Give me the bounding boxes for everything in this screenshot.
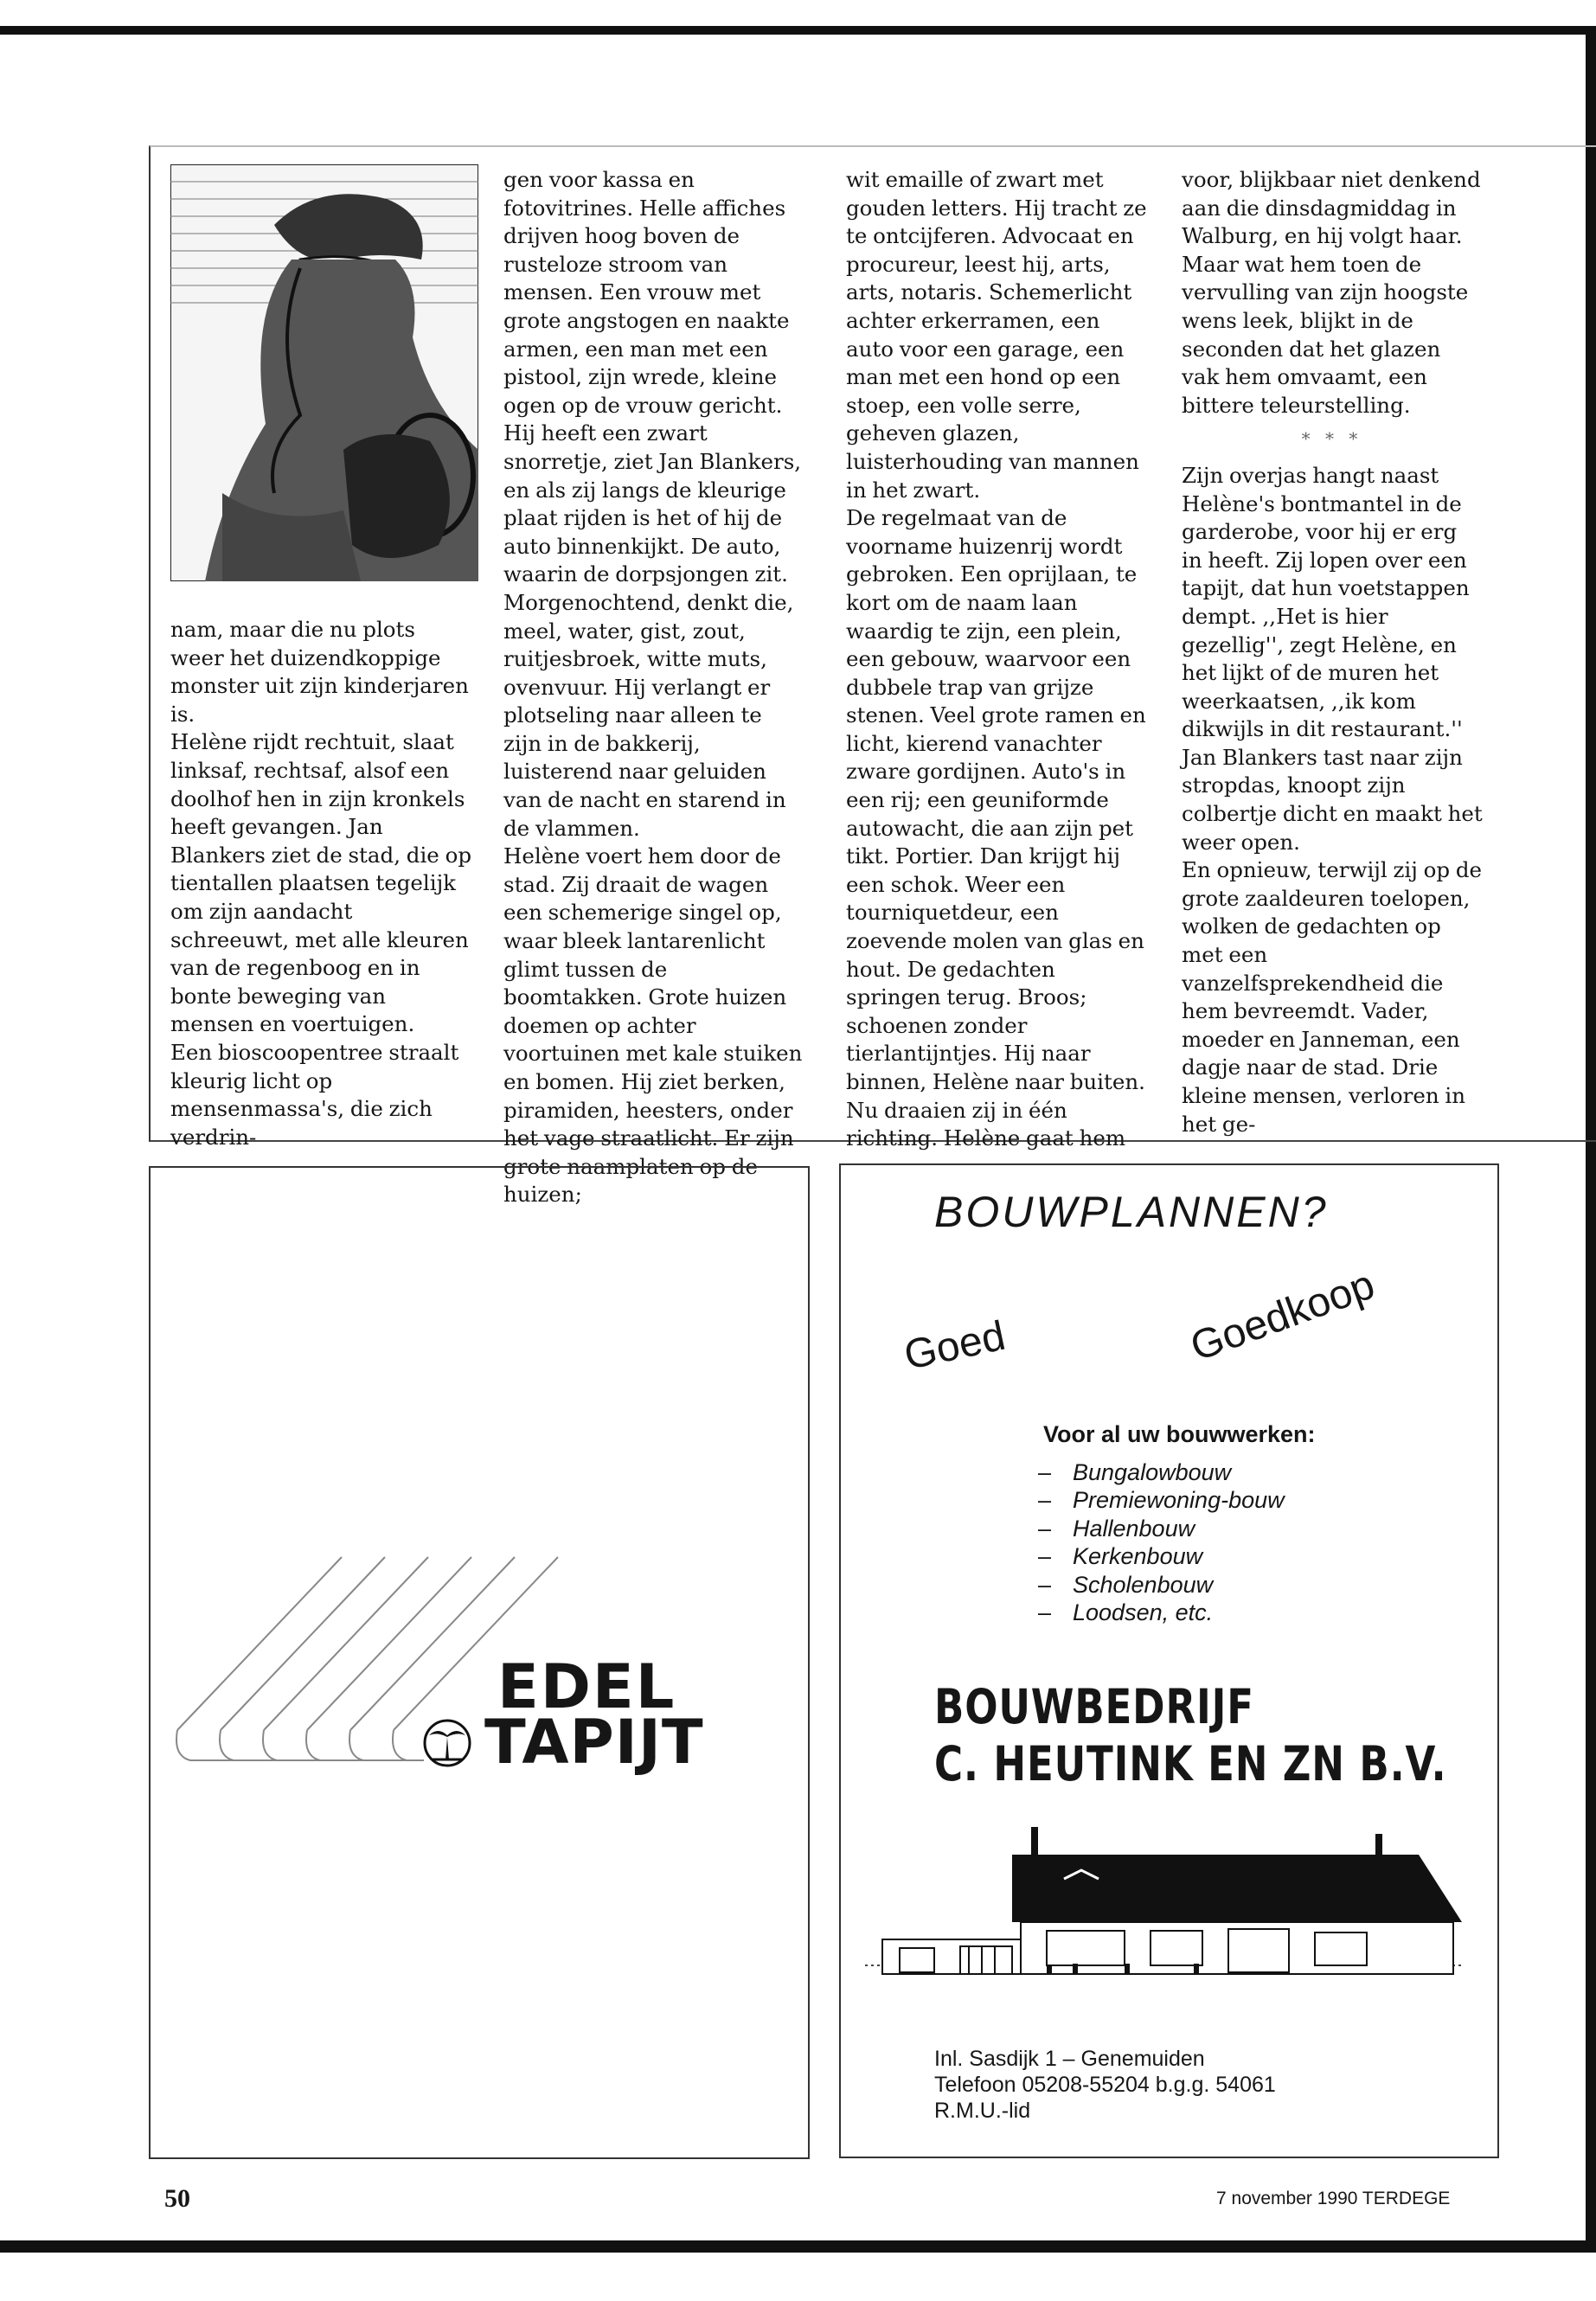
issue-date: 7 november 1990 TERDEGE xyxy=(1216,2189,1451,2208)
article-column-1 xyxy=(170,616,471,1151)
palm-tree-icon xyxy=(422,1718,472,1768)
paragraph: Zijn overjas hangt naast Helène's bontmantel in de garderobe, voor hij er erg in heeft. Zij lopen over een tapijt, dat hun voetstappen dempt. ,,Het is hier gezellig'', zegt Helène, en het lijkt of de muren het weerkaatsen, ,,ik kom dikwijls in dit restaurant.'' xyxy=(1182,462,1470,742)
article-illustration xyxy=(170,164,478,581)
paragraph: wit emaille of zwart met gouden letters. Hij tracht ze te ontcijferen. Advocaat en procureur, leest hij, arts, arts, notaris. Schemerlicht achter erkerramen, een auto voor een garage, een man met een hond op een stoep, een volle serre, geheven glazen, luisterhouding van mannen in het zwart. xyxy=(846,167,1147,503)
article-column-3 xyxy=(846,166,1147,1153)
top-border xyxy=(0,26,1596,35)
phone-number: Telefoon 05208-55204 b.g.g. 54061 xyxy=(934,2073,1276,2097)
section-separator: * * * xyxy=(1301,428,1363,450)
paragraph: En opnieuw, terwijl zij op de grote zaaldeuren toelopen, wolken de gedachten op met een vanzelfsprekendheid die hem bevreemdt. Vader, moeder en Janneman, een dagje naar de stad. Drie kleine mensen, verloren in het ge- xyxy=(1182,857,1483,1137)
paragraph: Jan Blankers tast naar zijn stropdas, knoopt zijn colbertje dicht en maakt het weer open. xyxy=(1182,744,1483,855)
paragraph: De regelmaat van de voorname huizenrij wordt gebroken. Een oprijlaan, te kort om de naam laan waardig te zijn, een plein, een gebouw, waarvoor een dubbele trap van grijze stenen. Veel grote ramen en licht, kierend vanachter zware gordijnen. Auto's in een rij; een geuniformde autowacht, die aan zijn pet tikt. Portier. Dan krijgt hij een schok. Weer een tourniquetdeur, een zoevende molen van glas en hout. De gedachten springen terug. Broos; schoenen zonder tierlantijntjes. Hij naar binnen, Helène naar buiten. Nu draaien zij in één richting. Helène gaat hem xyxy=(846,505,1146,1151)
slogan-goed: Goed xyxy=(900,1312,1010,1380)
list-item: – Scholenbouw xyxy=(1038,1571,1214,1598)
article-column-4 xyxy=(1182,166,1483,1138)
list-item: – Hallenbouw xyxy=(1038,1515,1195,1541)
page-number: 50 xyxy=(164,2184,190,2213)
bouwbedrijf-advertisement xyxy=(839,1163,1499,2158)
paragraph: gen voor kassa en fotovitrines. Helle affiches drijven hoog boven de rusteloze stroom van mensen. Een vrouw met grote angstogen en naakte armen, een man met een pistool, zijn wrede, kleine ogen op de vrouw gericht. Hij heeft een zwart snorretje, ziet Jan Blankers, en als zij langs de kleurige plaat rijden is het of hij de auto binnenkijkt. De auto, waarin de dorpsjongen zit. Morgenochtend, denkt die, meel, water, gist, zout, ruitjesbroek, witte muts, ovenvuur. Hij verlangt er plotseling naar alleen te zijn in de bakkerij, luisterend naar geluiden van de nacht en starend in de vlammen. xyxy=(503,167,802,841)
paragraph: Helène voert hem door de stad. Zij draait de wagen een schemerige singel op, waar bleek lantarenlicht glimt tussen de boomtakken. Grote huizen doemen op achter voortuinen met kale stuiken en bomen. Hij ziet berken, piramiden, heesters, onder het vage straatlicht. Er zijn grote naamplaten op de huizen; xyxy=(503,843,803,1208)
company-name xyxy=(934,1678,1446,1792)
contact-info xyxy=(934,2046,1276,2124)
article-column-2 xyxy=(503,166,804,1209)
edel-logo-text: EDEL xyxy=(497,1651,676,1722)
membership: R.M.U.-lid xyxy=(934,2099,1031,2123)
services-heading: Voor al uw bouwwerken: xyxy=(1043,1421,1316,1447)
paragraph: Een bioscoopentree straalt kleurig licht op mensenmassa's, die zich verdrin- xyxy=(170,1039,459,1150)
bottom-border xyxy=(0,2240,1596,2253)
list-item: – Kerkenbouw xyxy=(1038,1543,1203,1570)
list-item: – Loodsen, etc. xyxy=(1038,1599,1214,1626)
slogan-goedkoop: Goedkoop xyxy=(1184,1261,1381,1371)
company-name-line-1: BOUWBEDRIJF xyxy=(934,1679,1254,1734)
company-name-line-2: C. HEUTINK EN ZN B.V. xyxy=(934,1736,1447,1791)
ad-headline: BOUWPLANNEN? xyxy=(934,1188,1329,1236)
paragraph: Helène rijdt rechtuit, slaat linksaf, rechtsaf, alsof een doolhof hen in zijn kronkels heeft gevangen. Jan Blankers ziet de stad, die op tientallen plaatsen tegelijk om zijn aandacht schreeuwt, met alle kleuren van de regenboog en in bonte beweging van mensen en voertuigen. xyxy=(170,729,472,1037)
tapijt-logo-text: TAPIJT xyxy=(484,1707,704,1778)
list-item: – Bungalowbouw xyxy=(1038,1459,1232,1485)
list-item: – Premiewoning-bouw xyxy=(1038,1487,1285,1514)
services-list xyxy=(1038,1458,1285,1626)
paragraph: voor, blijkbaar niet denkend aan die dinsdagmiddag in Walburg, en hij volgt haar. Maar wat hem toen de vervulling van zijn hoogste wens leek, blijkt in de seconden dat het glazen vak hem omvaamt, een bittere teleurstelling. xyxy=(1182,167,1481,418)
paragraph: nam, maar die nu plots weer het duizendkoppige monster uit zijn kinderjaren is. xyxy=(170,617,469,727)
address: Inl. Sasdijk 1 – Genemuiden xyxy=(934,2047,1205,2071)
house-drawing xyxy=(865,1827,1462,2009)
